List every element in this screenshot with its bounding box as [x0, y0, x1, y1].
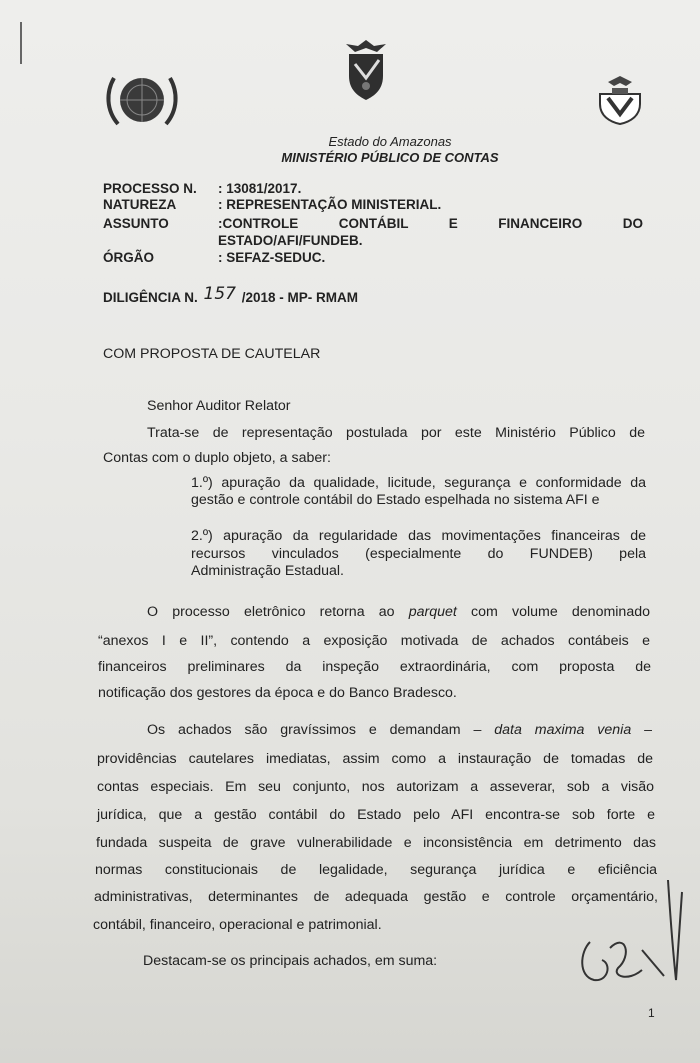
meta-orgao — [103, 250, 643, 266]
handwritten-signature — [572, 872, 688, 992]
processo-value: : 13081/2017. — [218, 181, 302, 196]
p3-line3: contas especiais. Em seu conjunto, nos autorizam a asseverar, sob a visão — [97, 779, 654, 795]
p4-line: Destacam-se os principais achados, em suma: — [143, 953, 438, 969]
salutation: Senhor Auditor Relator — [147, 398, 291, 414]
p3-line6: normas constitucionais de legalidade, segurança jurídica e eficiência — [95, 862, 657, 878]
diligencia-number: 157 — [203, 284, 236, 304]
orgao-label: ÓRGÃO — [103, 250, 155, 265]
proposta-heading: COM PROPOSTA DE CAUTELAR — [103, 346, 321, 362]
p3-line2: providências cautelares imediatas, assim como a instauração de tomadas de — [97, 751, 653, 767]
assunto-line1: :CONTROLE CONTÁBIL E FINANCEIRO DO — [218, 216, 643, 231]
p2-line1 — [147, 604, 650, 620]
p1-line1: Trata-se de representação postulada por este Ministério Público de — [147, 425, 645, 441]
p3-line1-c: – — [644, 722, 652, 738]
meta-assunto — [103, 216, 643, 232]
p1-line2: Contas com o duplo objeto, a saber: — [103, 450, 331, 466]
p2-line1-parquet: parquet — [408, 604, 457, 620]
assunto-label: ASSUNTO — [103, 216, 169, 231]
processo-label: PROCESSO N. — [103, 181, 197, 196]
p3-line8: contábil, financeiro, operacional e patrimonial. — [93, 917, 382, 933]
p3-line5: fundada suspeita de grave vulnerabilidade e inconsistência em detrimento das — [96, 835, 656, 851]
item2-line1: 2.º) apuração da regularidade das movimentações financeiras de — [191, 528, 646, 544]
pen-mark — [20, 22, 22, 64]
amazonas-coat-of-arms-icon — [341, 38, 391, 102]
p3-line7: administrativas, determinantes de adequada gestão e controle orçamentário, — [94, 889, 658, 905]
item2-line3: Administração Estadual. — [191, 563, 344, 579]
header-state: Estado do Amazonas — [328, 134, 452, 149]
meta-assunto-cont — [103, 233, 643, 249]
p3-line4: jurídica, que a gestão contábil do Estado pelo AFI encontra-se sob forte e — [97, 807, 655, 823]
un-emblem-icon — [104, 70, 180, 132]
meta-processo — [103, 181, 643, 197]
p3-line1 — [147, 722, 652, 738]
assunto-line2: ESTADO/AFI/FUNDEB. — [218, 233, 363, 248]
p2-line4: notificação dos gestores da época e do Banco Bradesco. — [98, 685, 457, 701]
item1-line2: gestão e controle contábil do Estado espelhada no sistema AFI e — [191, 492, 600, 508]
item2-line2: recursos vinculados (especialmente do FUNDEB) pela — [191, 546, 646, 562]
p3-line1-latin: data maxima venia — [494, 722, 632, 738]
item1-line1: 1.º) apuração da qualidade, licitude, segurança e conformidade da — [191, 475, 646, 491]
orgao-value: : SEFAZ-SEDUC. — [218, 250, 326, 265]
p2-line1-a: O processo eletrônico retorna ao — [147, 604, 395, 620]
p2-line2: “anexos I e II”, contendo a exposição motivada de achados contábeis e — [98, 633, 650, 649]
meta-natureza — [103, 197, 643, 213]
natureza-label: NATUREZA — [103, 197, 177, 212]
diligencia-prefix: DILIGÊNCIA N. — [103, 290, 198, 305]
diligencia-line — [103, 284, 359, 307]
natureza-value: : REPRESENTAÇÃO MINISTERIAL. — [218, 197, 442, 212]
mpc-emblem-icon — [594, 74, 646, 126]
p3-line1-a: Os achados são gravíssimos e demandam – — [147, 722, 482, 738]
page-number: 1 — [648, 1006, 655, 1020]
p2-line1-c: com volume denominado — [471, 604, 650, 620]
diligencia-suffix: /2018 - MP- RMAM — [241, 290, 359, 305]
header-ministry: MINISTÉRIO PÚBLICO DE CONTAS — [281, 150, 499, 165]
p2-line3: financeiros preliminares da inspeção extraordinária, com proposta de — [98, 659, 651, 675]
